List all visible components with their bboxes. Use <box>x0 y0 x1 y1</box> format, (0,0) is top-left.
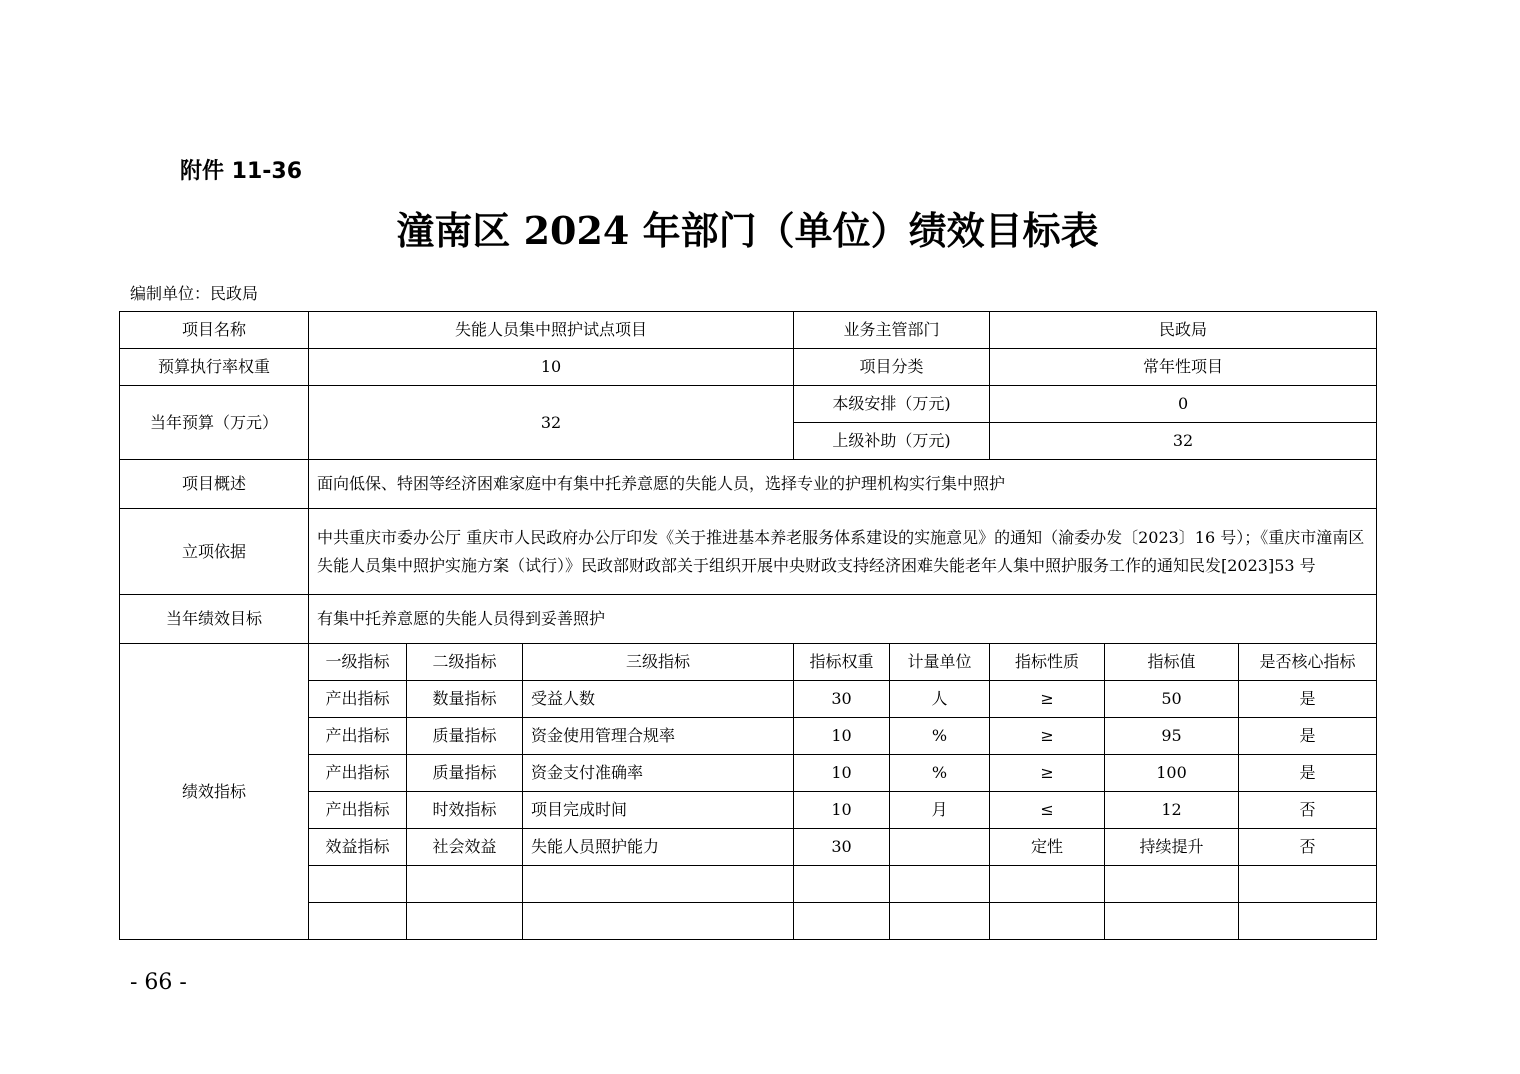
cell-value: 12 <box>1105 792 1239 829</box>
cell-value <box>1105 903 1239 940</box>
cell-weight: 10 <box>794 792 890 829</box>
cell-level1: 产出指标 <box>309 755 407 792</box>
label-indicators: 绩效指标 <box>120 644 309 940</box>
cell-nature <box>990 866 1105 903</box>
indicator-row <box>120 829 1377 866</box>
cell-level2: 时效指标 <box>407 792 523 829</box>
cell-unit <box>890 866 990 903</box>
cell-level3 <box>523 903 794 940</box>
attachment-label: 附件 11-36 <box>180 159 303 184</box>
header-core: 是否核心指标 <box>1239 644 1377 681</box>
cell-core: 是 <box>1239 681 1377 718</box>
performance-table <box>119 311 1377 940</box>
cell-weight <box>794 903 890 940</box>
cell-level3: 受益人数 <box>523 681 794 718</box>
cell-value <box>1105 866 1239 903</box>
header-level3: 三级指标 <box>523 644 794 681</box>
value-basis: 中共重庆市委办公厅 重庆市人民政府办公厅印发《关于推进基本养老服务体系建设的实施意见》的通知（渝委办发〔2023〕16 号）；《重庆市潼南区失能人员集中照护实施方案（试行）》民政部财政部关于组织开展中央财政支持经济困难失能老年人集中照护服务工作的通知民发[2023]53 号 <box>309 509 1377 595</box>
row-project-name <box>120 312 1377 349</box>
header-unit: 计量单位 <box>890 644 990 681</box>
label-local-alloc: 本级安排（万元) <box>794 386 990 423</box>
cell-nature: ≤ <box>990 792 1105 829</box>
cell-level2 <box>407 903 523 940</box>
cell-value: 100 <box>1105 755 1239 792</box>
indicator-header-row <box>120 644 1377 681</box>
header-weight: 指标权重 <box>794 644 890 681</box>
row-budget-weight <box>120 349 1377 386</box>
cell-level3: 资金支付准确率 <box>523 755 794 792</box>
value-annual-goal: 有集中托养意愿的失能人员得到妥善照护 <box>309 595 1377 644</box>
cell-nature: 定性 <box>990 829 1105 866</box>
label-dept: 业务主管部门 <box>794 312 990 349</box>
cell-level3: 资金使用管理合规率 <box>523 718 794 755</box>
value-overview: 面向低保、特困等经济困难家庭中有集中托养意愿的失能人员，选择专业的护理机构实行集中照护 <box>309 460 1377 509</box>
cell-unit: 人 <box>890 681 990 718</box>
value-annual-budget: 32 <box>309 386 794 460</box>
cell-level3 <box>523 866 794 903</box>
cell-level1: 产出指标 <box>309 792 407 829</box>
cell-level1 <box>309 866 407 903</box>
row-overview <box>120 460 1377 509</box>
cell-level1: 产出指标 <box>309 718 407 755</box>
value-budget-weight: 10 <box>309 349 794 386</box>
cell-nature: ≥ <box>990 755 1105 792</box>
label-project-name: 项目名称 <box>120 312 309 349</box>
cell-level2: 社会效益 <box>407 829 523 866</box>
row-annual-budget <box>120 386 1377 423</box>
cell-value: 50 <box>1105 681 1239 718</box>
cell-unit <box>890 903 990 940</box>
page-number: - 66 - <box>130 970 187 995</box>
label-superior-subsidy: 上级补助（万元) <box>794 423 990 460</box>
value-local-alloc: 0 <box>990 386 1377 423</box>
indicator-row <box>120 681 1377 718</box>
label-basis: 立项依据 <box>120 509 309 595</box>
cell-core: 否 <box>1239 792 1377 829</box>
cell-value: 持续提升 <box>1105 829 1239 866</box>
cell-core <box>1239 903 1377 940</box>
cell-level1: 产出指标 <box>309 681 407 718</box>
label-category: 项目分类 <box>794 349 990 386</box>
header-level1: 一级指标 <box>309 644 407 681</box>
cell-nature: ≥ <box>990 681 1105 718</box>
header-level2: 二级指标 <box>407 644 523 681</box>
cell-value: 95 <box>1105 718 1239 755</box>
row-annual-goal <box>120 595 1377 644</box>
cell-unit: % <box>890 755 990 792</box>
label-overview: 项目概述 <box>120 460 309 509</box>
row-basis <box>120 509 1377 595</box>
indicator-row-empty <box>120 903 1377 940</box>
compiler-unit: 编制单位：民政局 <box>130 284 259 303</box>
page-title: 潼南区 2024 年部门（单位）绩效目标表 <box>396 208 1099 253</box>
cell-weight: 30 <box>794 829 890 866</box>
indicator-row-empty <box>120 866 1377 903</box>
cell-core <box>1239 866 1377 903</box>
value-superior-subsidy: 32 <box>990 423 1377 460</box>
cell-weight <box>794 866 890 903</box>
indicator-row <box>120 755 1377 792</box>
cell-nature: ≥ <box>990 718 1105 755</box>
indicator-row <box>120 718 1377 755</box>
cell-weight: 30 <box>794 681 890 718</box>
value-category: 常年性项目 <box>990 349 1377 386</box>
label-annual-goal: 当年绩效目标 <box>120 595 309 644</box>
cell-level2 <box>407 866 523 903</box>
cell-weight: 10 <box>794 718 890 755</box>
cell-level2: 质量指标 <box>407 718 523 755</box>
value-project-name: 失能人员集中照护试点项目 <box>309 312 794 349</box>
cell-unit: 月 <box>890 792 990 829</box>
value-dept: 民政局 <box>990 312 1377 349</box>
cell-unit: % <box>890 718 990 755</box>
label-annual-budget: 当年预算（万元） <box>120 386 309 460</box>
cell-level2: 质量指标 <box>407 755 523 792</box>
cell-level3: 失能人员照护能力 <box>523 829 794 866</box>
indicator-row <box>120 792 1377 829</box>
cell-level1: 效益指标 <box>309 829 407 866</box>
label-budget-weight: 预算执行率权重 <box>120 349 309 386</box>
cell-level3: 项目完成时间 <box>523 792 794 829</box>
cell-weight: 10 <box>794 755 890 792</box>
cell-nature <box>990 903 1105 940</box>
cell-core: 是 <box>1239 718 1377 755</box>
header-nature: 指标性质 <box>990 644 1105 681</box>
cell-core: 是 <box>1239 755 1377 792</box>
cell-unit <box>890 829 990 866</box>
cell-level1 <box>309 903 407 940</box>
header-value: 指标值 <box>1105 644 1239 681</box>
cell-level2: 数量指标 <box>407 681 523 718</box>
cell-core: 否 <box>1239 829 1377 866</box>
